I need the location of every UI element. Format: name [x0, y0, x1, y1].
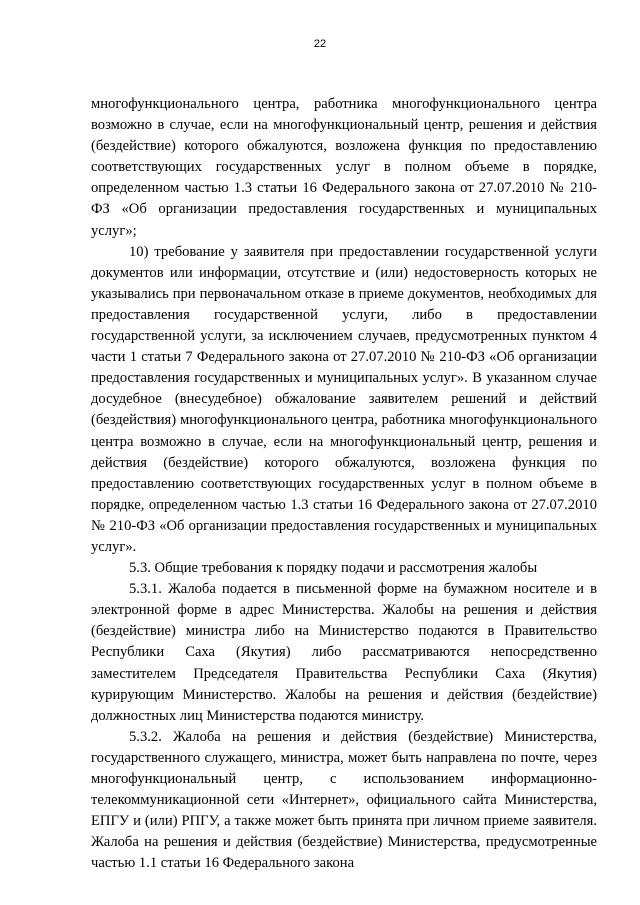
paragraph-item-10: 10) требование у заявителя при предоставлении государственной услуги документов или информации, отсутствие и (или) недостоверность которых не указывались при первоначальном отказе в приеме документов, необходимых для предоставления государственной услуги, либо в предоставлении государственной услуги, за исключением случаев, предусмотренных пунктом 4 части 1 статьи 7 Федерального закона от 27.07.2010 № 210-ФЗ «Об организации предоставления государственных и муниципальных услуг». В указанном случае досудебное (внесудебное) обжалование заявителем решений и действий (бездействия) многофункционального центра, работника многофункционального центра возможно в случае, если на многофункциональный центр, решения и действия (бездействие) которого обжалуются, возложена функция по предоставлению соответствующих государственных услуг в полном объеме в порядке, определенном частью 1.3 статьи 16 Федерального закона от 27.07.2010 № 210-ФЗ «Об организации предоставления государственных и муниципальных услуг». — [91, 243, 597, 555]
document-body — [91, 94, 597, 874]
paragraph-continuation: многофункционального центра, работника многофункционального центра возможно в случае, если на многофункциональный центр, решения и действия (бездействие) которого обжалуются, возложена функция по предоставлению соответствующих государственных услуг в полном объеме в порядке, определенном частью 1.3 статьи 16 Федерального закона от 27.07.2010 № 210-ФЗ «Об организации предоставления государственных и муниципальных услуг»; — [91, 96, 597, 239]
page-number: 22 — [313, 38, 327, 50]
paragraph-section-5-3-2: 5.3.2. Жалоба на решения и действия (бездействие) Министерства, государственного служащего, министра, может быть направлена по почте, через многофункциональный центр, с использованием информационно-телекоммуникационной сети «Интернет», официального сайта Министерства, ЕПГУ и (или) РПГУ, а также может быть принята при личном приеме заявителя. Жалоба на решения и действия (бездействие) Министерства, предусмотренные частью 1.1 статьи 16 Федерального закона — [91, 728, 597, 872]
paragraph-section-5-3-1: 5.3.1. Жалоба подается в письменной форме на бумажном носителе и в электронной форме в адрес Министерства. Жалобы на решения и действия (бездействие) министра либо на Министерство подаются в Правительство Республики Саха (Якутия) либо рассматриваются непосредственно заместителем Председателя Правительства Республики Саха (Якутия) курирующим Министерство. Жалобы на решения и действия (бездействие) должностных лиц Министерства подаются министру. — [91, 581, 597, 724]
paragraph-section-5-3: 5.3. Общие требования к порядку подачи и рассмотрения жалобы — [129, 560, 538, 577]
